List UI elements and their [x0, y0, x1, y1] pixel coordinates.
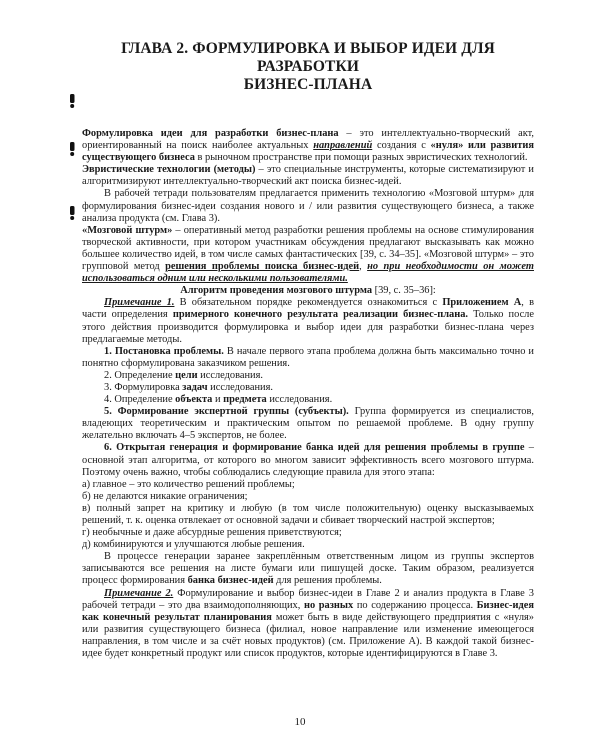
- step-2: 2. Определение цели исследования.: [104, 369, 263, 381]
- step-6: 6. Открытая генерация и формирование банка идей для решения проблемы в группе – основной этап алгоритма, от которого во многом зависит эффективность всего мозгового штурма. Поэтому очень важно, чтобы соблюдались следующие правила для этого этапа:: [82, 442, 534, 478]
- exclamation-icon: [66, 94, 78, 108]
- chapter-title: ГЛАВА 2. ФОРМУЛИРОВКА И ВЫБОР ИДЕИ ДЛЯ РАЗРАБОТКИ БИЗНЕС-ПЛАНА: [121, 40, 495, 93]
- definition-idea: Формулировка идеи для разработки бизнес-плана – это интеллектуально-творческий акт, ориентированный на поиск наиболее актуальных направлений создания с «нуля» или развития существующего бизнеса в рыночном пространстве при помощи разных эвристических технологий.: [82, 128, 534, 164]
- definition-heuristic: Эвристические технологии (методы) – это специальные инструменты, которые систематизируют и алгоритмизируют интеллектуально-творческий акт поиска бизнес-идей.: [82, 164, 534, 188]
- exclamation-icon: [66, 142, 78, 156]
- step-4: 4. Определение объекта и предмета исследования.: [104, 394, 333, 406]
- rule-item: в) полный запрет на критику и любую (в том числе положительную) оценку высказываемых решений, т. к. оценка отвлекает от основной задачи и сбивает творческий настрой экспертов;: [82, 502, 534, 526]
- step-5: 5. Формирование экспертной группы (субъекты). Группа формируется из специалистов, владеющих теоретическим и практическим опытом по решаемой проблеме. В одну группу желательно включать 4–5 экспертов, не более.: [82, 406, 534, 442]
- rule-item: д) комбинируются и улучшаются любые решения.: [82, 539, 305, 551]
- exclamation-icon: [66, 206, 78, 220]
- rule-item: г) необычные и даже абсурдные решения приветствуются;: [82, 527, 342, 539]
- step-3: 3. Формулировка задач исследования.: [104, 381, 273, 393]
- note-1: Примечание 1. В обязательном порядке рекомендуется ознакомиться с Приложением А, в части определения примерного конечного результата реализации бизнес-плана. Только после этого действия производится формулировка и выбор идеи для разработки бизнес-плана через предлагаемые методы.: [82, 297, 534, 345]
- step-1: 1. Постановка проблемы. В начале первого этапа проблема должна быть максимально точно и понятно сформулирована заказчиком решения.: [82, 345, 534, 369]
- rule-item: а) главное – это количество решений проблемы;: [82, 478, 295, 490]
- paragraph-generation: В процессе генерации заранее закреплённым ответственным лицом из группы экспертов записываются все решения на листе бумаги или пишущей доске. Таким образом, реализуется процесс формирования банка бизнес-идей для решения проблемы.: [82, 551, 534, 587]
- note-2: Примечание 2. Формулирование и выбор бизнес-идеи в Главе 2 и анализ продукта в Главе 3 рабочей тетради – это два взаимодополняющих, но разных по содержанию процесса. Бизнес-идея как конечный результат планирования может быть в виде действующего предприятия с «нуля» или развития существующего бизнеса (филиал, новое направление или изменение имеющегося направления, в том числе и за счёт новых продуктов) (см. Приложение А). В каждой такой бизнес-идее будет конкретный продукт или список продуктов, которые идентифицируются в Главе 3.: [82, 587, 535, 660]
- algorithm-heading: Алгоритм проведения мозгового штурма [39, с. 35–36]:: [180, 285, 436, 297]
- rule-item: б) не делаются никакие ограничения;: [82, 490, 248, 502]
- definition-brainstorm: «Мозговой штурм» – оперативный метод разработки решения проблемы на основе стимулирования творческой активности, при котором участникам обсуждения предлагают высказывать как можно большее количество идей, в том числе самых фантастических [39, с. 34–35]. «Мозговой штурм» – это групповой метод решения проблемы поиска бизнес-идей, но при необходимости он может использоваться одним или несколькими пользователями.: [82, 224, 534, 285]
- page-number: 10: [294, 716, 306, 728]
- paragraph-workbook: В рабочей тетради пользователям предлагается применить технологию «Мозговой штурм» для формулирования бизнес-идеи создания нового и / или развития существующего бизнеса, а также анализа продукта (см. Глава 3).: [82, 188, 534, 224]
